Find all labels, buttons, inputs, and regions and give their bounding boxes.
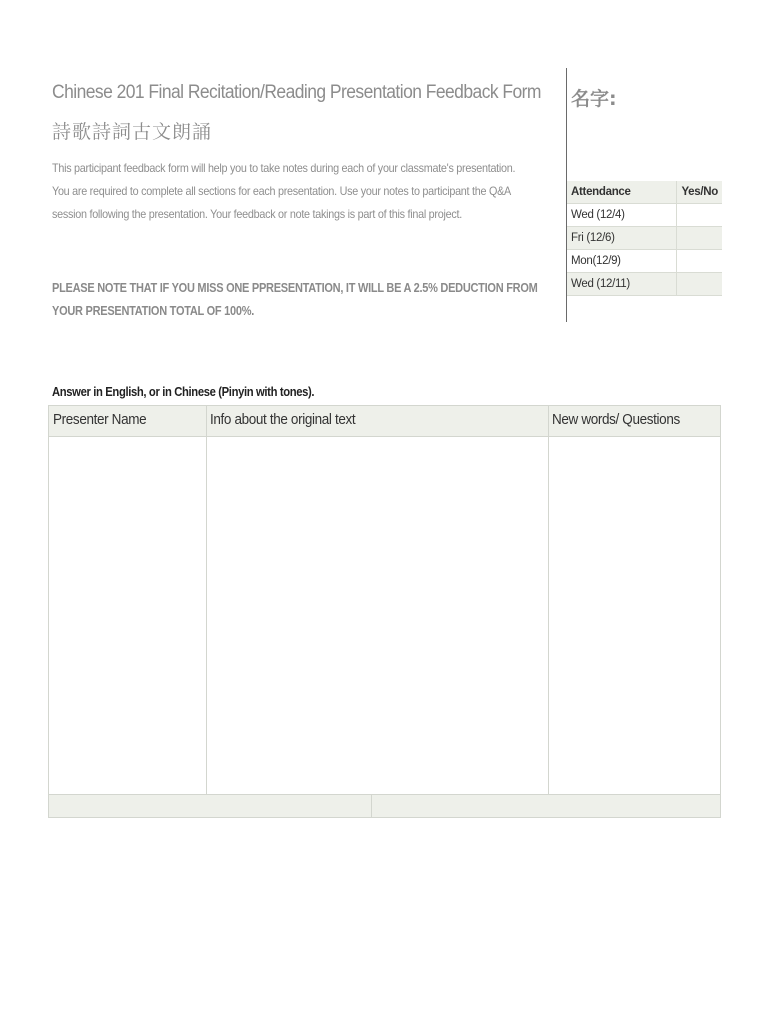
description-line: You are required to complete all sections for each presentation. Use your notes to participant the Q&A xyxy=(52,184,511,198)
form-title: Chinese 201 Final Recitation/Reading Presentation Feedback Form xyxy=(52,82,541,103)
attendance-header-row xyxy=(567,181,722,204)
description-line: session following the presentation. Your feedback or note takings is part of this final project. xyxy=(52,207,462,221)
attendance-row xyxy=(567,204,722,227)
attendance-date: Mon(12/9) xyxy=(567,250,677,273)
column-header-new-words: New words/ Questions xyxy=(552,411,680,428)
column-header-original-text-info: Info about the original text xyxy=(210,411,356,428)
original-text-info-cell[interactable] xyxy=(207,437,548,795)
attendance-header: Attendance xyxy=(567,181,677,204)
note-line: PLEASE NOTE THAT IF YOU MISS ONE PPRESENTATION, IT WILL BE A 2.5% DEDUCTION FROM xyxy=(52,281,538,295)
attendance-row xyxy=(567,227,722,250)
attendance-yes-no-cell[interactable] xyxy=(677,227,722,250)
yes-no-header: Yes/No xyxy=(677,181,722,204)
answer-instruction: Answer in English, or in Chinese (Pinyin with tones). xyxy=(52,385,315,399)
deduction-note xyxy=(52,277,538,323)
attendance-yes-no-cell[interactable] xyxy=(677,204,722,227)
new-words-questions-cell[interactable] xyxy=(549,437,720,795)
attendance-date: Fri (12/6) xyxy=(567,227,677,250)
attendance-date: Wed (12/11) xyxy=(567,273,677,296)
form-description xyxy=(52,157,520,226)
attendance-date: Wed (12/4) xyxy=(567,204,677,227)
name-label: 名字: xyxy=(571,88,617,110)
attendance-row xyxy=(567,250,722,273)
attendance-row xyxy=(567,273,722,296)
presenter-name-cell[interactable] xyxy=(49,437,206,795)
footer-divider xyxy=(371,795,372,817)
form-subtitle: 詩歌詩詞古文朗誦 xyxy=(52,121,213,143)
column-header-presenter-name: Presenter Name xyxy=(53,411,147,428)
note-line: YOUR PRESENTATION TOTAL OF 100%. xyxy=(52,304,255,318)
feedback-table-footer-row xyxy=(49,794,720,817)
attendance-yes-no-cell[interactable] xyxy=(677,250,722,273)
feedback-table xyxy=(48,405,721,818)
description-line: This participant feedback form will help you to take notes during each of your classmate's presentation. xyxy=(52,161,516,175)
attendance-yes-no-cell[interactable] xyxy=(677,273,722,296)
attendance-table xyxy=(567,181,722,296)
